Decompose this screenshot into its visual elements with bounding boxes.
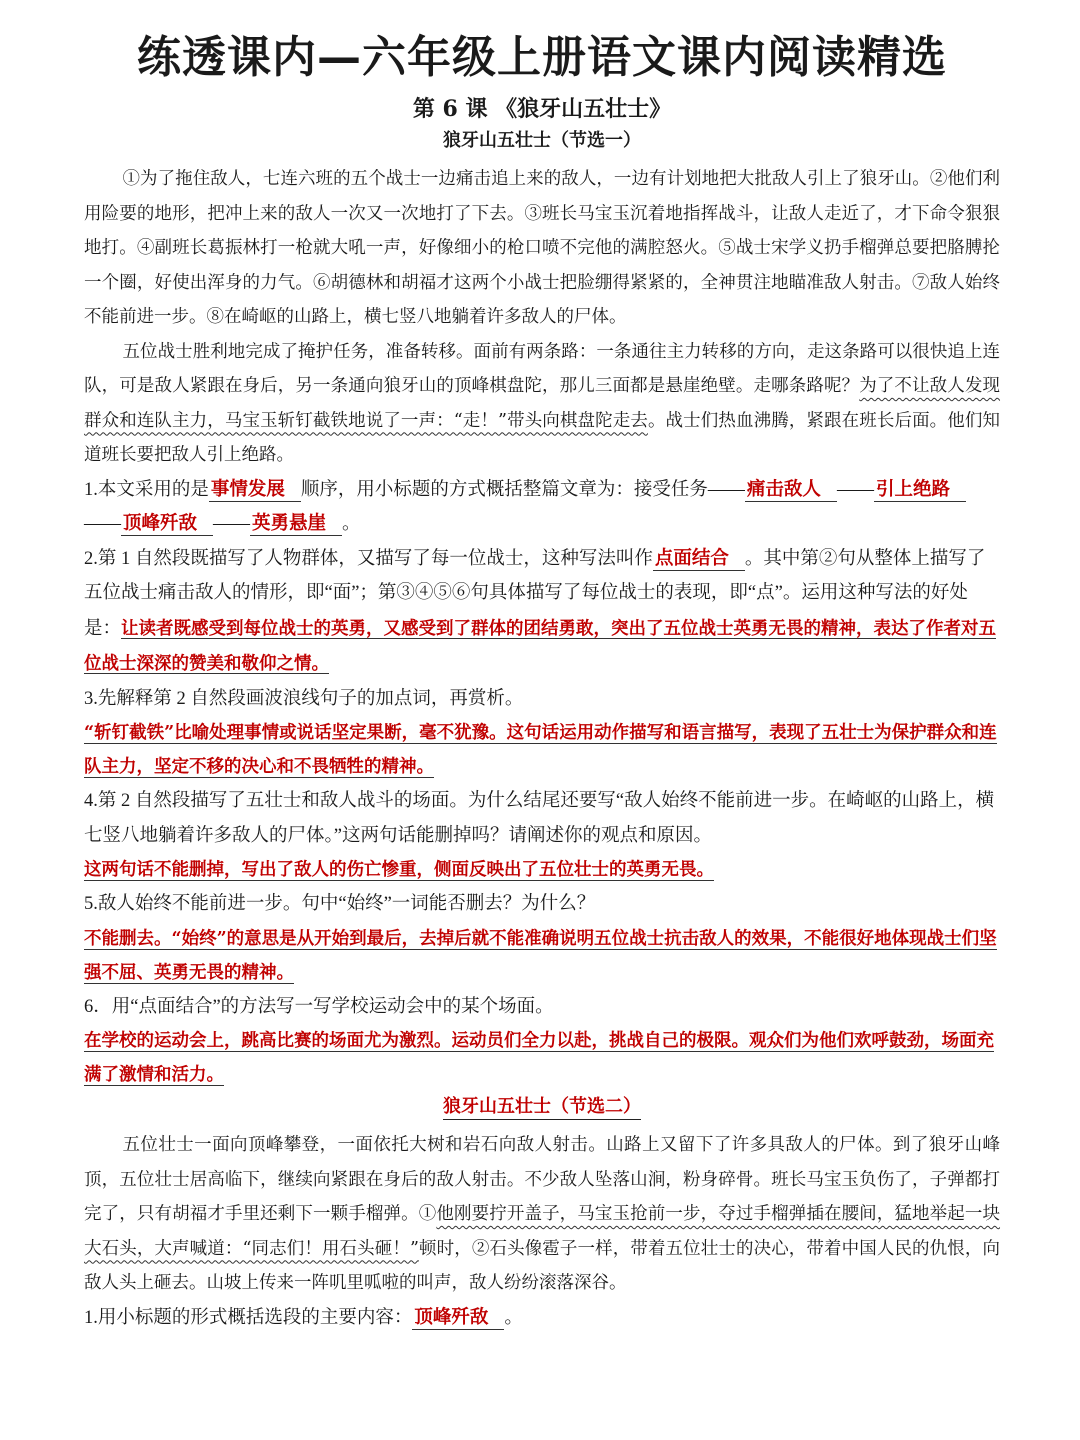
dash: —— [836, 479, 874, 500]
page-title: 练透课内—六年级上册语文课内阅读精选 [137, 32, 947, 83]
answer-blank: 痛击敌人 [745, 480, 837, 502]
question-6-answer [84, 1024, 1000, 1092]
passage2-text-a: 五位壮士一面向顶峰攀登，一面依托大树和岩石向敌人射击。山路上又留下了许多具敌人的尸体。到了狼牙山峰顶，五位壮士居高临下，继续向紧跟在身后的敌人射击。不少敌人坠落山涧，粉身碎骨。班长马宝玉负伤了，子弹都打完了，只有胡福才手里还剩下一颗手榴弹。① [84, 1135, 1000, 1224]
question-2 [84, 542, 1000, 682]
question-2-text: 。其中第②句从整体上描写了五位战士痛击敌人的情形，即“面”；第③④⑤⑥句具体描写了每位战士的表现，即“点”。运用这种写法的好处是： [84, 548, 986, 639]
section-title-2 [84, 1092, 1000, 1122]
passage1-paragraph-1: ①为了拖住敌人，七连六班的五个战士一边痛击追上来的敌人，一边有计划地把大批敌人引上了狼牙山。②他们利用险要的地形，把冲上来的敌人一次又一次地打了下去。③班长马宝玉沉着地指挥战斗，让敌人走近了，才下命令狠狠地打。④副班长葛振林打一枪就大吼一声，好像细小的枪口喷不完他的满腔怒火。⑤战士宋学义扔手榴弹总要把胳膊抡一个圈，好使出浑身的力气。⑥胡德林和胡福才这两个小战士把脸绷得紧紧的，全神贯注地瞄准敌人射击。⑦敌人始终不能前进一步。⑧在崎岖的山路上，横七竖八地躺着许多敌人的尸体。 [84, 169, 1000, 327]
question-5-answer-text: 不能删去。“始终”的意思是从开始到最后，去掉后就不能准确说明五位战士抗击敌人的效果，不能很好地体现战士们坚强不屈、英勇无畏的精神。 [84, 928, 997, 983]
section-title-2-text: 狼牙山五壮士（节选二） [443, 1096, 641, 1120]
question-6-answer-text: 在学校的运动会上，跳高比赛的场面尤为激烈。运动员们全力以赴，挑战自己的极限。观众们为他们欢呼鼓劲，场面充满了激情和活力。 [84, 1031, 994, 1085]
wavy-underlined-sentence: 他刚要拧开盖子，马宝玉抢前一步，夺过手榴弹插在腰间，猛地举起一块大石头，大声喊道：“同志们！用石头砸！” [84, 1204, 1001, 1259]
question-5: 5.敌人始终不能前进一步。句中“始终”一词能否删去？为什么？ [84, 894, 596, 914]
question-3: 3.先解释第 2 自然段画波浪线句子的加点词，再赏析。 [84, 688, 524, 709]
question-1-text: 1.本文采用的是 [84, 479, 209, 500]
answer-blank: 英勇悬崖 [250, 514, 342, 536]
question-4-answer-text: 这两句话不能删掉，写出了敌人的伤亡惨重，侧面反映出了五位壮士的英勇无畏。 [84, 860, 714, 880]
passage2-question-1-end: 。 [504, 1307, 523, 1328]
answer-blank: 顶峰歼敌 [121, 514, 213, 536]
question-6: 6．用“点面结合”的方法写一写学校运动会中的某个场面。 [84, 996, 554, 1017]
dash: —— [213, 514, 251, 534]
passage2-text-b: 顿时，②石头像雹子一样，带着五位壮士的决心，带着中国人民的仇恨，向敌人头上砸去。山坡上传来一阵叽里呱啦的叫声，敌人纷纷滚落深谷。 [84, 1238, 1000, 1293]
question-2-text: 2.第 1 自然段既描写了人物群体，又描写了每一位战士，这种写法叫作 [84, 548, 653, 569]
passage2-paragraph-1 [84, 1128, 1000, 1301]
worksheet-page [84, 28, 1000, 1335]
lesson-title: 第 6 课 《狼牙山五壮士》 [412, 96, 672, 122]
question-1-end: 。 [342, 514, 361, 534]
question-2-answer: 让读者既感受到每位战士的英勇，又感受到了群体的团结勇敢，突出了五位战士英勇无畏的精神，表达了作者对五位战士深深的赞美和敬仰之情。 [84, 617, 997, 673]
passage2-question-1 [84, 1301, 1000, 1336]
answer-blank: 顶峰歼敌 [412, 1308, 504, 1330]
question-1 [84, 473, 1000, 542]
passage1-paragraph-2-text-b: 。战士们热血沸腾，紧跟在班长后面。他们知道班长要把敌人引上绝路。 [84, 410, 1000, 465]
passage1-paragraph-2-text-a: 五位战士胜利地完成了掩护任务，准备转移。面前有两条路：一条通往主力转移的方向，走这条路可以很快追上连队，可是敌人紧跟在身后，另一条通向狼牙山的顶峰棋盘陀，那儿三面都是悬崖绝壁。走哪条路呢？ [84, 341, 1000, 396]
question-1-text: 顺序，用小标题的方式概括整篇文章为：接受任务—— [300, 479, 745, 500]
dash: —— [84, 514, 121, 534]
question-3-answer [84, 716, 1000, 784]
answer-blank: 引上绝路 [874, 480, 966, 502]
question-4-answer [84, 853, 1000, 887]
section-title-1: 狼牙山五壮士（节选一） [443, 130, 641, 151]
wavy-underlined-sentence: 为了不让敌人发现群众和连队主力，马宝玉斩钉截铁地说了一声：“走！”带头向棋盘陀走去 [84, 376, 1001, 431]
question-4: 4.第 2 自然段描写了五壮士和敌人战斗的场面。为什么结尾还要写“敌人始终不能前进一步。在崎岖的山路上，横七竖八地躺着许多敌人的尸体。”这两句话能删掉吗？请阐述你的观点和原因。 [84, 791, 995, 846]
question-3-answer-text: “斩钉截铁”比喻处理事情或说话坚定果断，毫不犹豫。这句话运用动作描写和语言描写，表现了五壮士为保护群众和连队主力，坚定不移的决心和不畏牺牲的精神。 [84, 723, 997, 777]
answer-blank: 事情发展 [209, 480, 301, 502]
answer-blank: 点面结合 [653, 549, 745, 571]
passage2-question-1-text: 1.用小标题的形式概括选段的主要内容： [84, 1307, 413, 1328]
question-5-answer [84, 922, 1000, 990]
passage1-paragraph-2 [84, 335, 1000, 473]
